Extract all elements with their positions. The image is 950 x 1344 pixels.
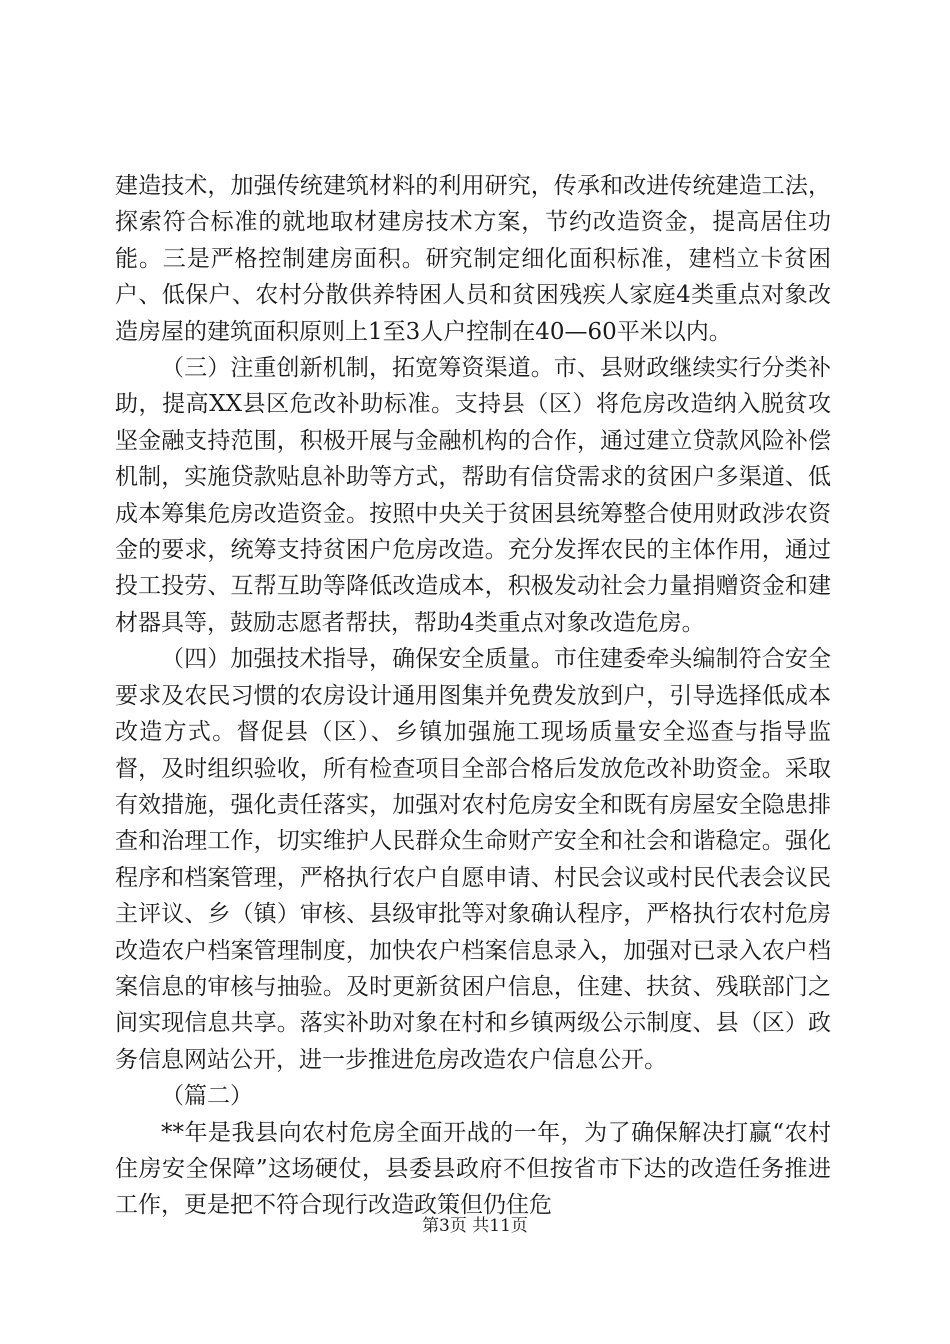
page-number-footer: 第3页 共11页 bbox=[422, 1216, 528, 1236]
document-body bbox=[115, 168, 831, 1224]
heading-part-two: （篇二） bbox=[161, 1083, 253, 1110]
paragraph-continuation: 建造技术，加强传统建筑材料的利用研究，传承和改进传统建造工法，探索符合标准的就地取材建房技术方案，节约改造资金，提高居住功能。三是严格控制建房面积。研究制定细化面积标准，建档立卡贫困户、低保户、农村分散供养特困人员和贫困残疾人家庭4类重点对象改造房屋的建筑面积原则上1至3人户控制在40—60平米以内。 bbox=[115, 173, 831, 345]
paragraph-section-three: （三）注重创新机制，拓宽筹资渠道。市、县财政继续实行分类补助，提高XX县区危改补助标准。支持县（区）将危房改造纳入脱贫攻坚金融支持范围，积极开展与金融机构的合作，通过建立贷款风险补偿机制，实施贷款贴息补助等方式，帮助有信贷需求的贫困户多渠道、低成本筹集危房改造资金。按照中央关于贫困县统筹整合使用财政涉农资金的要求，统筹支持贫困户危房改造。充分发挥农民的主体作用，通过投工投劳、互帮互助等降低改造成本，积极发动社会力量捐赠资金和建材器具等，鼓励志愿者帮扶，帮助4类重点对象改造危房。 bbox=[115, 355, 831, 636]
paragraph-section-four: （四）加强技术指导，确保安全质量。市住建委牵头编制符合安全要求及农民习惯的农房设计通用图集并免费发放到户，引导选择低成本改造方式。督促县（区）、乡镇加强施工现场质量安全巡查与指导监督，及时组织验收，所有检查项目全部合格后发放危改补助资金。采取有效措施，强化责任落实，加强对农村危房安全和既有房屋安全隐患排查和治理工作，切实维护人民群众生命财产安全和社会和谐稳定。强化程序和档案管理，严格执行农户自愿申请、村民会议或村民代表会议民主评议、乡（镇）审核、县级审批等对象确认程序，严格执行农村危房改造农户档案管理制度，加快农户档案信息录入，加强对已录入农户档案信息的审核与抽验。及时更新贫困户信息，住建、扶贫、残联部门之间实现信息共享。落实补助对象在村和乡镇两级公示制度、县（区）政务信息网站公开，进一步推进危房改造农户信息公开。 bbox=[115, 646, 831, 1073]
paragraph-part-two-intro: **年是我县向农村危房全面开战的一年，为了确保解决打赢“农村住房安全保障”这场硬仗，县委县政府不但按省市下达的改造任务推进工作，更是把不符合现行改造政策但仍住危 bbox=[115, 1119, 831, 1219]
